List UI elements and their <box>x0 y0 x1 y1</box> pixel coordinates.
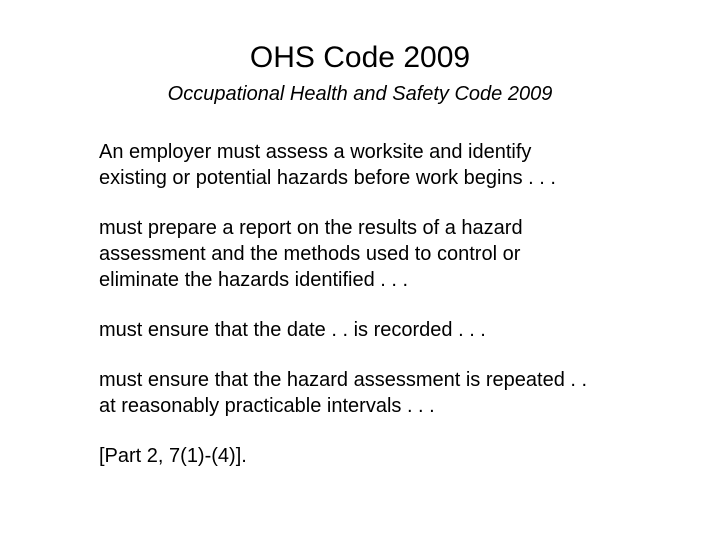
slide-body <box>99 139 709 469</box>
paragraph-date: must ensure that the date . . is recorded . . . <box>99 319 486 341</box>
paragraph-citation: [Part 2, 7(1)-(4)]. <box>99 445 247 467</box>
slide-title: OHS Code 2009 <box>249 41 471 74</box>
paragraph-repeat: must ensure that the hazard assessment is repeated . . at reasonably practicable intervals . . . <box>99 369 588 417</box>
paragraph-report: must prepare a report on the results of a hazard assessment and the methods used to control or eliminate the hazards identified . . . <box>99 217 523 291</box>
paragraph-assess: An employer must assess a worksite and identify existing or potential hazards before work begins . . . <box>99 141 556 189</box>
slide-subtitle: Occupational Health and Safety Code 2009 <box>167 83 553 105</box>
